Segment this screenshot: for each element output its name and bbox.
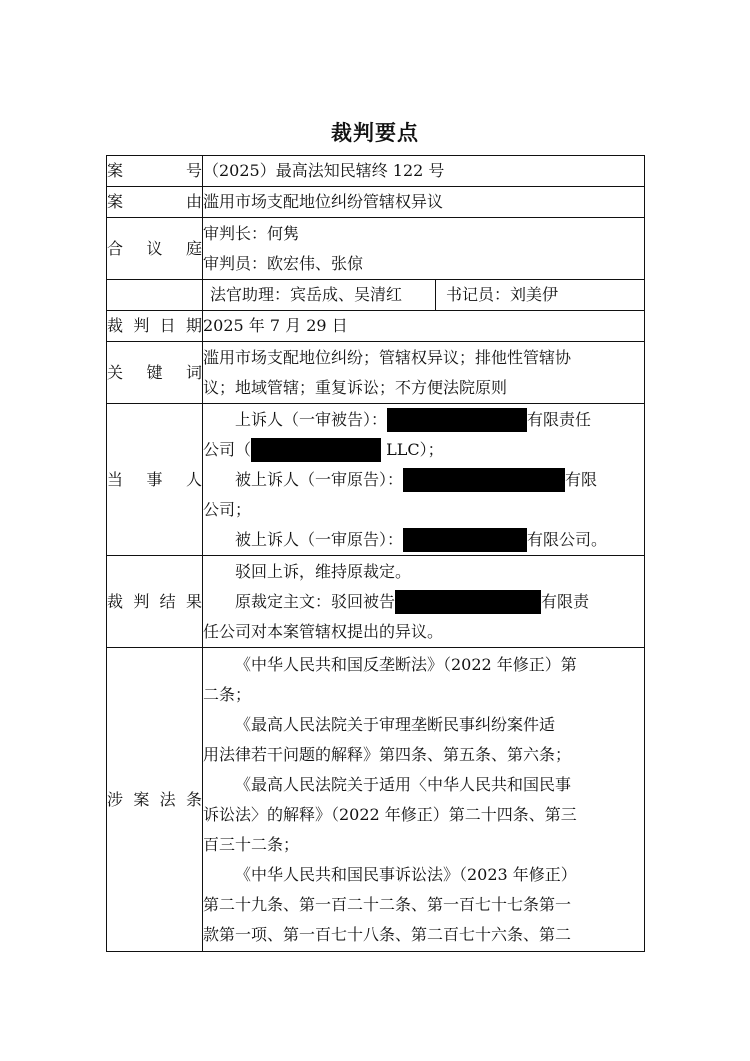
judges: 审判员：欧宏伟、张倞 bbox=[203, 253, 364, 273]
result-line: 驳回上诉，维持原裁定。 bbox=[235, 561, 412, 581]
keywords-label: 关键词 bbox=[107, 342, 203, 404]
law-line: 百三十二条； bbox=[203, 834, 300, 854]
laws-row bbox=[107, 648, 645, 952]
cause-label: 案由 bbox=[107, 187, 203, 218]
redaction-block bbox=[395, 590, 541, 614]
redaction-block bbox=[251, 438, 381, 462]
case-number-value: （2025）最高法知民辖终 122 号 bbox=[203, 156, 645, 187]
parties-label: 当事人 bbox=[107, 404, 203, 556]
keywords-line: 滥用市场支配地位纠纷；管辖权异议；排他性管辖协 bbox=[203, 347, 572, 367]
law-line: 二条； bbox=[203, 684, 252, 704]
laws-label: 涉案法条 bbox=[107, 648, 203, 952]
result-row bbox=[107, 556, 645, 648]
presiding-judge: 审判长：何隽 bbox=[203, 223, 300, 243]
party-line: 上诉人（一审被告）： 有限责任 bbox=[203, 405, 644, 435]
redaction-block bbox=[403, 528, 527, 552]
keywords-row bbox=[107, 342, 645, 404]
law-line: 《中华人民共和国民事诉讼法》（2023 年修正） bbox=[235, 864, 577, 884]
case-number-label: 案号 bbox=[107, 156, 203, 187]
result-label: 裁判结果 bbox=[107, 556, 203, 648]
redaction-block bbox=[387, 408, 527, 432]
party-line: 被上诉人（一审原告）： 有限 bbox=[203, 465, 644, 495]
date-value: 2025 年 7 月 29 日 bbox=[203, 311, 645, 342]
keywords-line: 议；地域管辖；重复诉讼；不方便法院原则 bbox=[203, 377, 508, 397]
law-line: 第二十九条、第一百二十二条、第一百七十七条第一 bbox=[203, 894, 572, 914]
party-line: 公司（ LLC）； bbox=[203, 435, 644, 465]
parties-row bbox=[107, 404, 645, 556]
date-row bbox=[107, 311, 645, 342]
document-title: 裁判要点 bbox=[331, 120, 419, 145]
party-line: 公司； bbox=[203, 499, 252, 519]
cause-row bbox=[107, 187, 645, 218]
law-line: 《中华人民共和国反垄断法》（2022 年修正）第 bbox=[235, 654, 577, 674]
staff-label-empty bbox=[107, 280, 203, 311]
law-line: 《最高人民法院关于审理垄断民事纠纷案件适 bbox=[235, 714, 556, 734]
law-line: 用法律若干问题的解释》第四条、第五条、第六条； bbox=[203, 744, 572, 764]
case-number-row bbox=[107, 156, 645, 187]
assistant-judge: 法官助理：宾岳成、吴清红 bbox=[203, 280, 436, 310]
case-summary-table bbox=[106, 155, 645, 952]
panel-row bbox=[107, 218, 645, 280]
law-line: 诉讼法〉的解释》（2022 年修正）第二十四条、第三 bbox=[203, 804, 577, 824]
law-line: 款第一项、第一百七十八条、第二百七十六条、第二 bbox=[203, 924, 572, 944]
staff-row bbox=[107, 280, 645, 311]
result-line: 原裁定主文：驳回被告 有限责 bbox=[203, 587, 644, 617]
date-label: 裁判日期 bbox=[107, 311, 203, 342]
clerk: 书记员：刘美伊 bbox=[446, 285, 559, 304]
law-line: 《最高人民法院关于适用〈中华人民共和国民事 bbox=[235, 774, 572, 794]
party-line: 被上诉人（一审原告）： 有限公司。 bbox=[203, 525, 644, 555]
result-line: 任公司对本案管辖权提出的异议。 bbox=[203, 621, 444, 641]
cause-value: 滥用市场支配地位纠纷管辖权异议 bbox=[203, 187, 645, 218]
panel-label: 合议庭 bbox=[107, 218, 203, 280]
redaction-block bbox=[403, 468, 565, 492]
